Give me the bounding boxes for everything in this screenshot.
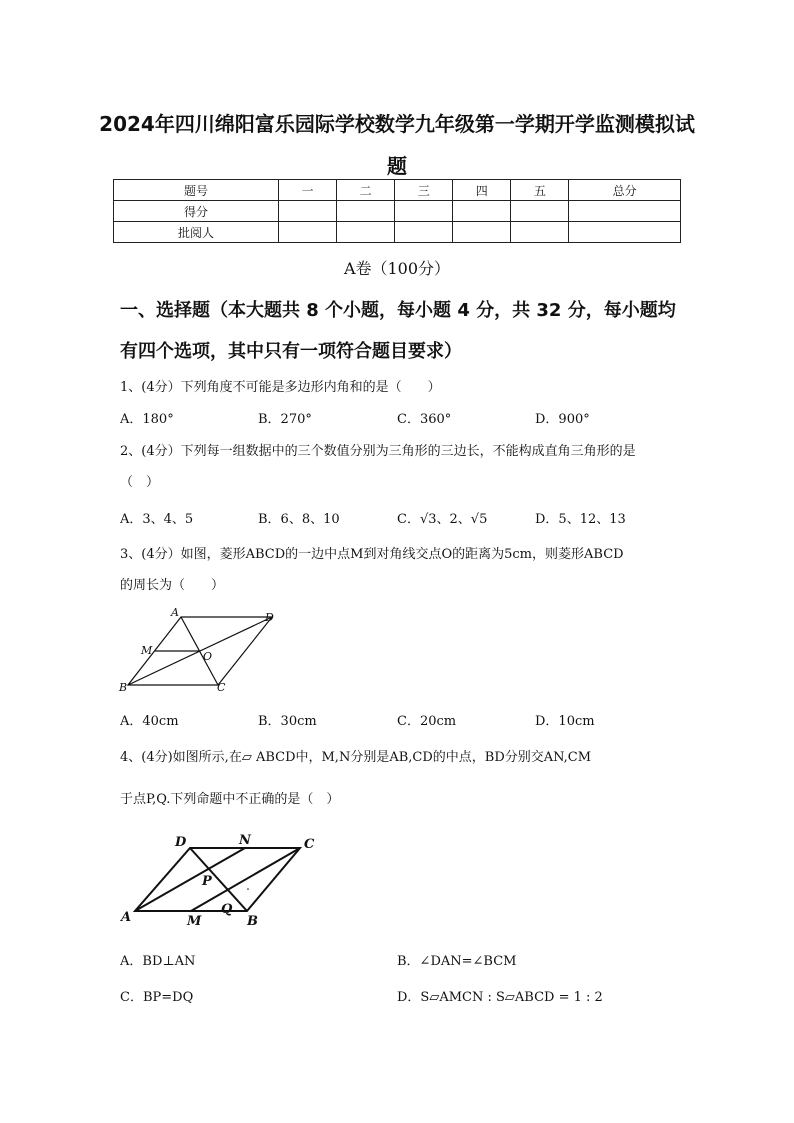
label-c: C — [217, 681, 226, 694]
q1-option-d[interactable]: D．900° — [535, 412, 590, 427]
diagonal-bd — [190, 848, 247, 911]
label-b: B — [119, 681, 128, 694]
question-3-stem-cont: 的周长为（ ） — [120, 578, 225, 593]
question-4-stem: 4、(4分)如图所示,在▱ ABCD中，M,N分别是AB,CD的中点，BD分别交AN,CM — [120, 750, 592, 765]
header-cell: 五 — [511, 180, 569, 201]
separator: 、2、 — [436, 512, 471, 527]
score-cell[interactable] — [569, 201, 681, 222]
q3-option-d[interactable]: D．10cm — [535, 714, 595, 729]
reviewer-row — [114, 222, 681, 243]
header-cell: 题号 — [114, 180, 279, 201]
score-cell[interactable] — [395, 201, 453, 222]
q3-option-b[interactable]: B．30cm — [258, 714, 317, 729]
score-cell[interactable] — [279, 201, 337, 222]
section-heading-line1: 一、选择题（本大题共 8 个小题，每小题 4 分，共 32 分，每小题均 — [120, 300, 676, 321]
question-2-stem-cont: （ ） — [120, 475, 160, 490]
sqrt5: √5 — [470, 512, 488, 527]
q1-option-a[interactable]: A．180° — [120, 412, 174, 427]
q2-option-b[interactable]: B．6、8、10 — [258, 512, 340, 527]
reviewer-cell[interactable] — [453, 222, 511, 243]
q3-option-c[interactable]: C．20cm — [397, 714, 457, 729]
score-row — [114, 201, 681, 222]
score-cell[interactable] — [337, 201, 395, 222]
q2-option-d[interactable]: D．5、12、13 — [535, 512, 626, 527]
q2-option-c-letter: C． — [397, 512, 420, 527]
score-table — [113, 179, 681, 243]
reviewer-cell[interactable] — [337, 222, 395, 243]
label-q: Q — [221, 902, 233, 917]
header-cell: 一 — [279, 180, 337, 201]
header-cell: 总分 — [569, 180, 681, 201]
q4-option-c[interactable]: C．BP=DQ — [120, 990, 194, 1005]
reviewer-cell[interactable] — [279, 222, 337, 243]
q2-option-c[interactable] — [397, 508, 487, 527]
center-dot — [247, 888, 249, 890]
reviewer-cell[interactable] — [395, 222, 453, 243]
sqrt3: √3 — [419, 512, 437, 527]
label-d: D — [175, 835, 187, 850]
label-m: M — [141, 644, 153, 657]
label-n: N — [239, 833, 251, 848]
header-cell: 二 — [337, 180, 395, 201]
header-cell: 三 — [395, 180, 453, 201]
label-b: B — [247, 914, 258, 929]
q4-option-d[interactable]: D．S▱AMCN : S▱ABCD = 1 : 2 — [397, 990, 603, 1005]
label-c: C — [304, 837, 315, 852]
part-title: A卷（100分） — [343, 259, 451, 278]
header-cell: 四 — [453, 180, 511, 201]
question-1-stem: 1、(4分）下列角度不可能是多边形内角和的是（ ） — [120, 380, 441, 395]
q1-option-c[interactable]: C．360° — [397, 412, 452, 427]
document-title-line1: 2024年四川绵阳富乐园际学校数学九年级第一学期开学监测模拟试 — [99, 112, 695, 136]
reviewer-row-label: 批阅人 — [114, 222, 279, 243]
q4-option-a[interactable]: A．BD⊥AN — [120, 954, 196, 969]
q4-option-b[interactable]: B．∠DAN=∠BCM — [397, 954, 517, 969]
label-a: A — [171, 606, 179, 619]
q3-option-a[interactable]: A．40cm — [120, 714, 179, 729]
section-heading-line2: 有四个选项，其中只有一项符合题目要求） — [120, 341, 462, 362]
reviewer-cell[interactable] — [569, 222, 681, 243]
score-row-label: 得分 — [114, 201, 279, 222]
question-3-stem: 3、(4分）如图，菱形ABCD的一边中点M到对角线交点O的距离为5cm，则菱形ABCD — [120, 547, 624, 562]
question-2-stem: 2、(4分）下列每一组数据中的三个数值分别为三角形的三边长，不能构成直角三角形的是 — [120, 444, 636, 459]
parallelogram-figure — [115, 828, 325, 930]
question-4-stem-cont: 于点P,Q.下列命题中不正确的是（ ） — [120, 792, 340, 807]
reviewer-cell[interactable] — [511, 222, 569, 243]
label-o: O — [203, 650, 213, 663]
score-cell[interactable] — [511, 201, 569, 222]
score-cell[interactable] — [453, 201, 511, 222]
rhombus-figure — [115, 605, 285, 695]
score-table-header-row — [114, 180, 681, 201]
q2-option-a[interactable]: A．3、4、5 — [120, 512, 194, 527]
label-m: M — [187, 914, 202, 929]
q1-option-b[interactable]: B．270° — [258, 412, 312, 427]
label-a: A — [121, 910, 132, 925]
document-title-line2: 题 — [387, 154, 407, 178]
label-d: D — [265, 611, 274, 624]
label-p: P — [202, 874, 212, 889]
